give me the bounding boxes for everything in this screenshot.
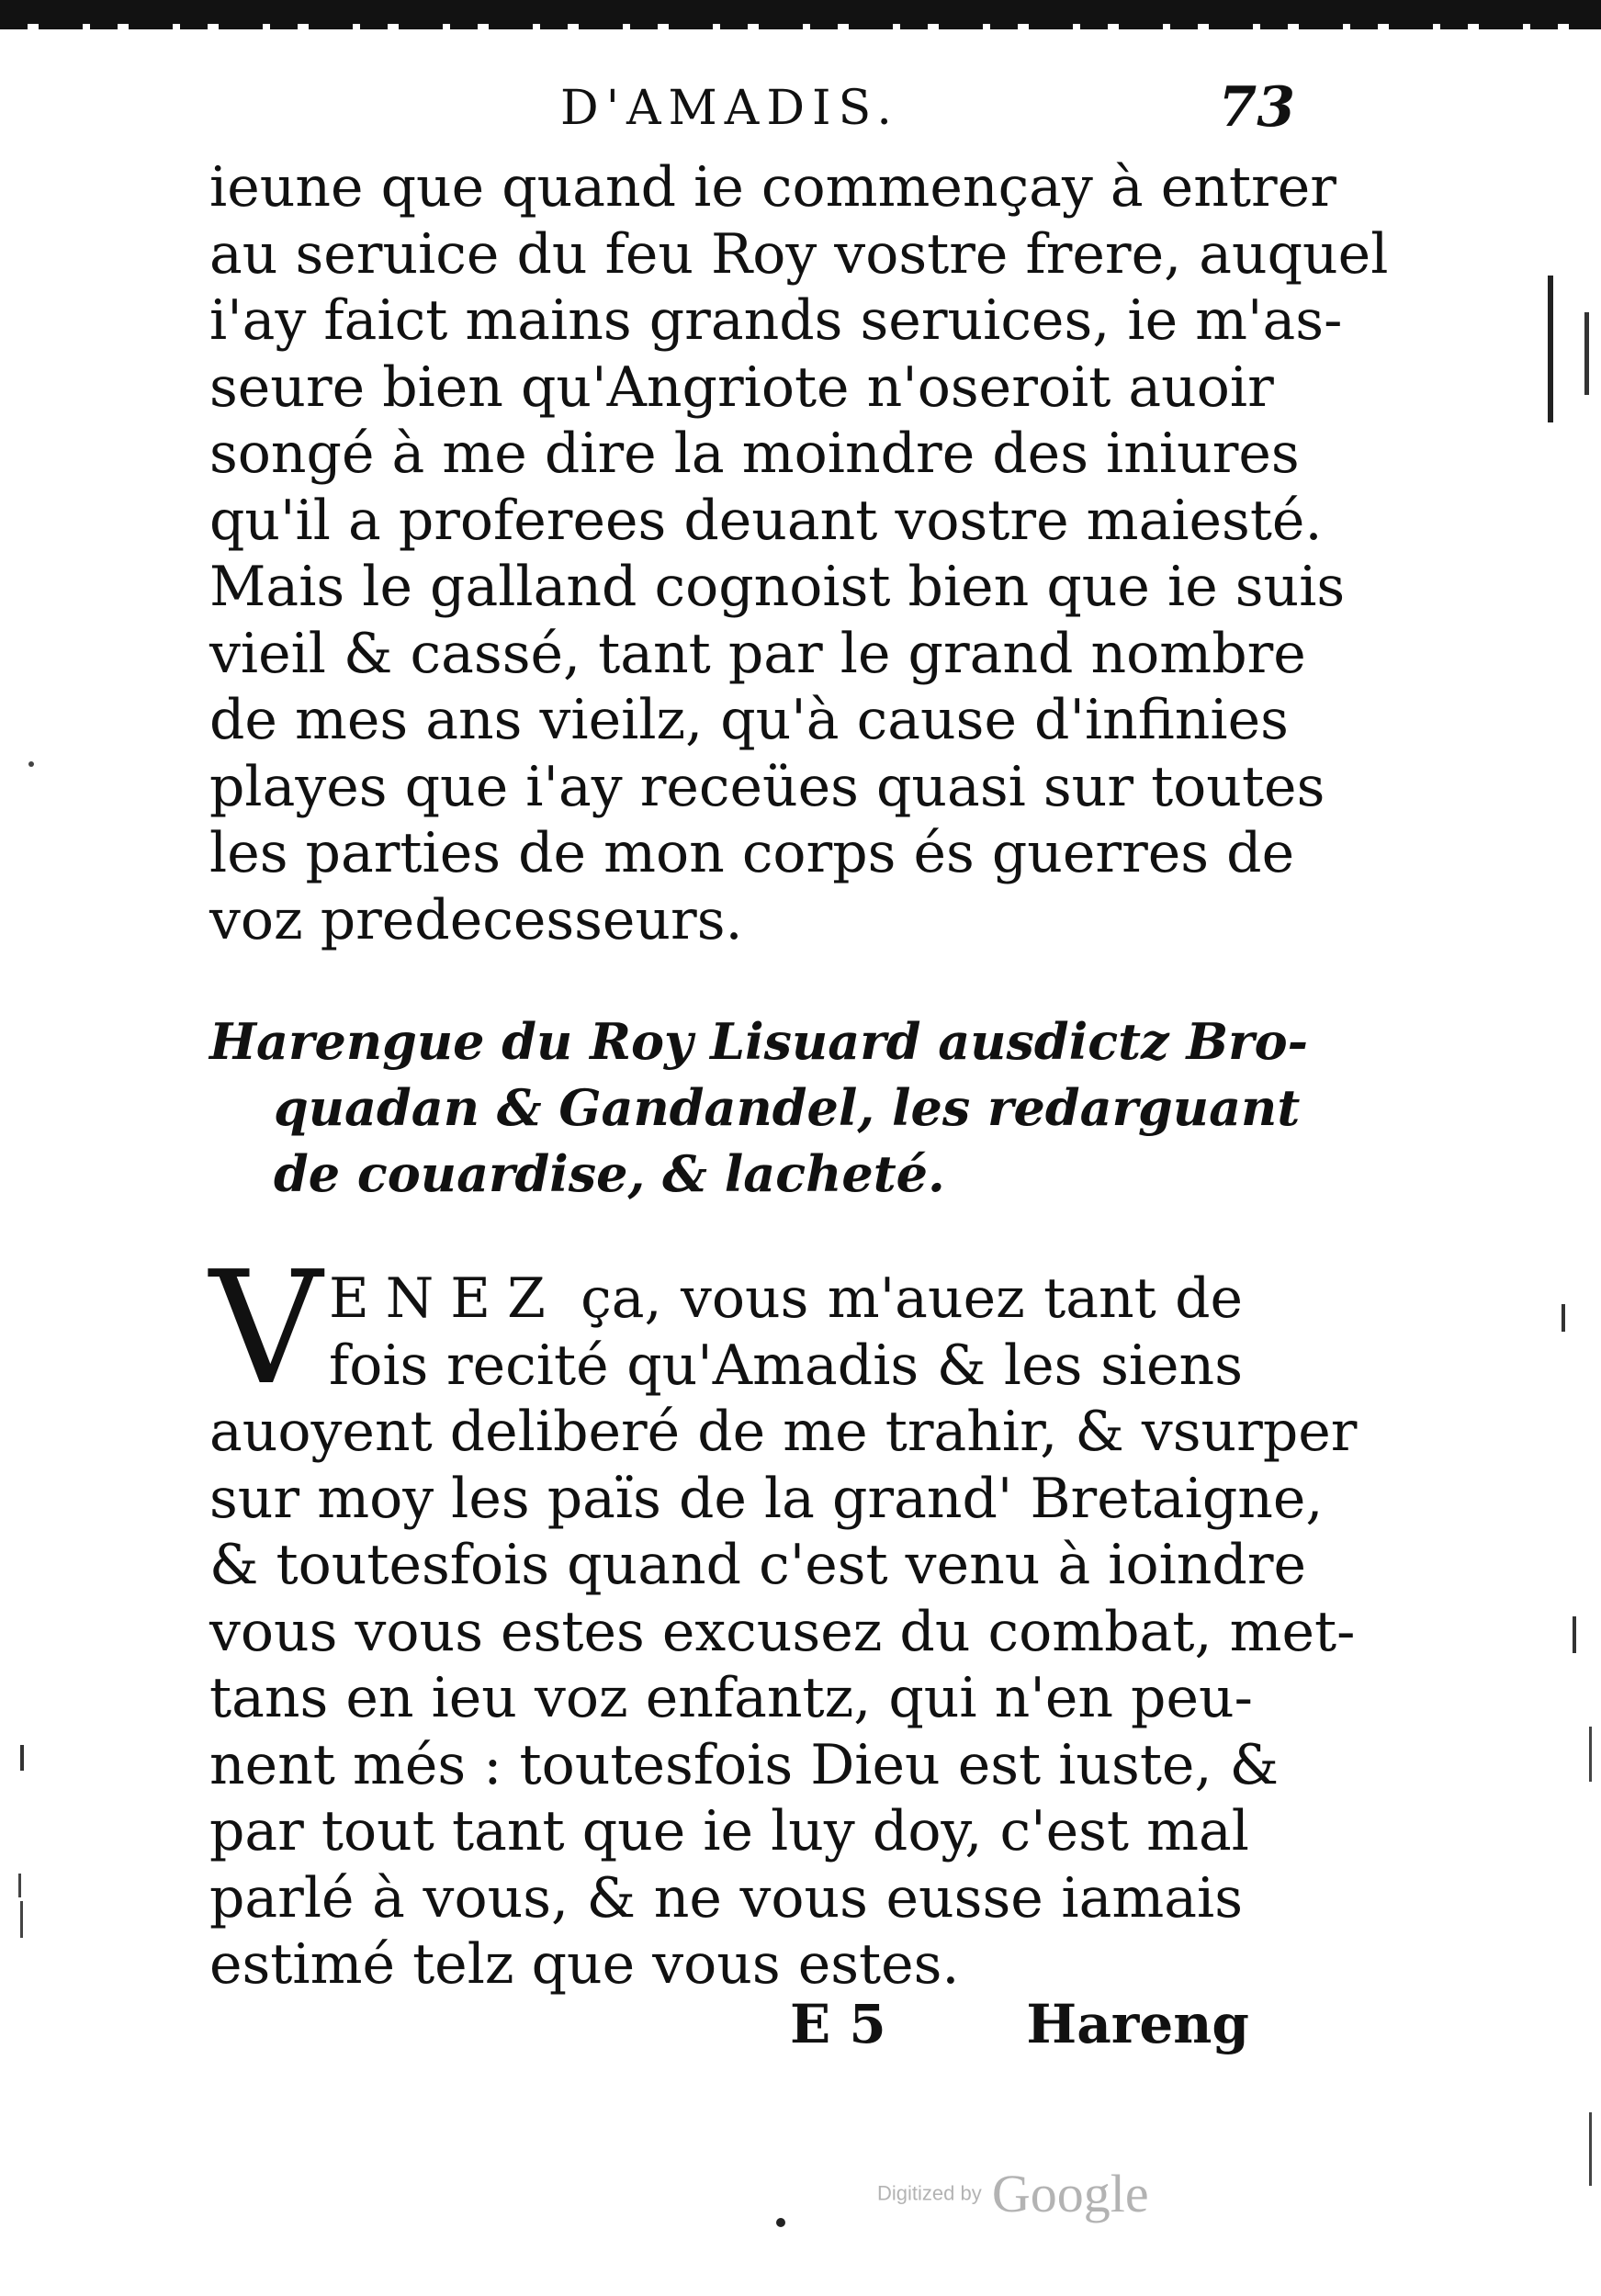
margin-speck: [28, 761, 34, 767]
watermark-prefix: Digitized by: [877, 2181, 982, 2205]
text-line: au seruice du feu Roy vostre frere, auquel: [209, 221, 1389, 287]
signature-mark: E 5: [790, 1993, 886, 2055]
text-line: Mais le galland cognoist bien que ie suis: [209, 555, 1346, 619]
small-caps-word: ENEZ: [329, 1266, 562, 1331]
text-line: par tout tant que ie luy doy, c'est mal: [209, 1799, 1249, 1863]
text-line: estimé telz que vous estes.: [209, 1932, 960, 1997]
margin-speck: [20, 1901, 23, 1938]
text-line: parlé à vous, & ne vous eusse iamais: [209, 1865, 1243, 1930]
page-header: [211, 75, 1295, 149]
heading-line: Harengue du Roy Lisuard ausdictz Bro-: [209, 1012, 1309, 1071]
text-line: tans en ieu voz enfantz, qui n'en peu-: [209, 1666, 1253, 1730]
watermark-brand: Google: [991, 2164, 1149, 2223]
text-line: [209, 1266, 1243, 1333]
margin-speck: [1584, 312, 1589, 395]
margin-speck: [1548, 276, 1553, 422]
page-footer: [790, 1993, 1249, 2057]
text-line: vous vous estes excusez du combat, met-: [209, 1599, 1356, 1664]
paragraph-2: [209, 1266, 1358, 1998]
text-line: de mes ans vieilz, qu'à cause d'infinies: [209, 688, 1289, 752]
text-line: vieil & cassé, tant par le grand nombre: [209, 621, 1306, 686]
text-line: qu'il a proferees deuant vostre maiesté.: [209, 488, 1323, 553]
margin-speck: [776, 2218, 785, 2227]
first-line-text: ça, vous m'auez tant de: [581, 1266, 1243, 1331]
text-line: nent més : toutesfois Dieu est iuste, &: [209, 1732, 1279, 1797]
margin-speck: [1573, 1616, 1576, 1653]
text-line: & toutesfois quand c'est venu à ioindre: [209, 1533, 1307, 1597]
text-line: fois recité qu'Amadis & les siens: [329, 1333, 1243, 1398]
text-line: auoyent deliberé de me trahir, & vsurper: [209, 1400, 1358, 1464]
margin-speck: [1589, 1727, 1592, 1782]
running-head: D'AMADIS.: [560, 81, 899, 136]
text-line: songé à me dire la moindre des iniures: [209, 422, 1300, 486]
text-line: seure bien qu'Angriote n'oseroit auoir: [209, 355, 1274, 420]
page-number: 73: [1218, 75, 1295, 140]
section-heading: [209, 1008, 1309, 1207]
top-border-rule: [0, 0, 1601, 24]
text-line: i'ay faict mains grands seruices, ie m'as-: [209, 288, 1343, 353]
margin-speck: [1589, 2112, 1592, 2186]
text-line: playes que i'ay receües quasi sur toutes: [209, 754, 1325, 819]
margin-speck: [20, 1745, 24, 1771]
drop-cap-letter: V: [209, 1238, 322, 1420]
text-line: ieune que quand ie commençay à entrer: [209, 155, 1336, 219]
margin-speck: [1562, 1304, 1565, 1332]
catchword: Hareng: [1026, 1993, 1249, 2055]
text-line: sur moy les païs de la grand' Bretaigne,: [209, 1466, 1324, 1531]
heading-line: de couardise, & lacheté.: [274, 1144, 945, 1203]
top-border-edge: [0, 24, 1601, 29]
text-line: voz predecesseurs.: [209, 887, 743, 952]
digitization-watermark: [877, 2163, 1149, 2223]
text-line: les parties de mon corps és guerres de: [209, 821, 1295, 885]
paragraph-1: [209, 154, 1389, 953]
heading-line: quadan & Gandandel, les redarguant: [274, 1078, 1301, 1137]
margin-speck: [18, 1874, 21, 1897]
